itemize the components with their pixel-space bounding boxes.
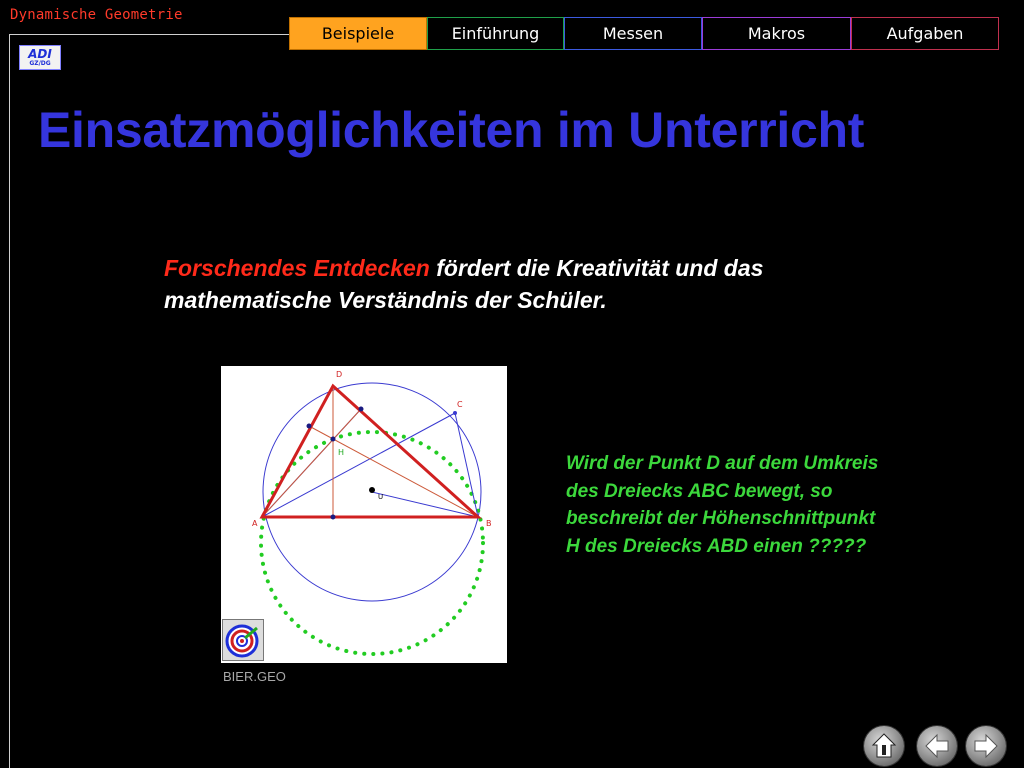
page-title: Einsatzmöglichkeiten im Unterricht (38, 102, 865, 158)
locus-note: Wird der Punkt D auf dem Umkreis des Dreiecks ABC bewegt, so beschreibt der Höhenschnittpunkt H des Dreiecks ABD einen ????? (566, 453, 879, 557)
geometry-figure (221, 366, 507, 663)
next-button[interactable] (966, 726, 1006, 766)
frame-top-line (9, 34, 290, 35)
label-u: U (378, 493, 384, 501)
tab-einfuehrung[interactable]: Einführung (427, 17, 564, 50)
point-foot (331, 515, 336, 520)
logo-subtext: GZ/DG (29, 60, 51, 67)
app-title: Dynamische Geometrie (10, 7, 183, 23)
line-cb (455, 413, 478, 517)
tab-beispiele[interactable]: Beispiele (289, 17, 427, 50)
home-icon (864, 726, 904, 766)
prev-button[interactable] (917, 726, 957, 766)
home-button[interactable] (864, 726, 904, 766)
arrow-left-icon (917, 726, 957, 766)
geo-target-icon (222, 619, 264, 661)
tab-aufgaben[interactable]: Aufgaben (851, 17, 999, 50)
intro-text (164, 252, 884, 316)
triangle-abd (262, 386, 478, 517)
intro-rest: fördert die Kreativität und das mathematische Verständnis der Schüler. (164, 255, 764, 313)
tab-makros[interactable]: Makros (702, 17, 851, 50)
logo-text: ADI (28, 47, 52, 61)
point-c (453, 411, 457, 415)
point-h (331, 437, 336, 442)
label-h: H (338, 448, 345, 457)
adi-logo (19, 45, 61, 70)
point-mid-ad (307, 424, 312, 429)
nav-tabs (289, 17, 999, 49)
frame-left-line (9, 34, 10, 768)
label-c: C (457, 400, 463, 409)
locus-circle (261, 432, 483, 654)
label-d: D (336, 370, 343, 379)
label-a: A (252, 519, 258, 528)
arrow-right-icon (966, 726, 1006, 766)
point-u (369, 487, 375, 493)
point-mid-dh (359, 407, 364, 412)
tab-messen[interactable]: Messen (564, 17, 702, 50)
label-b: B (486, 519, 492, 528)
figure-caption: BIER.GEO (223, 669, 286, 684)
intro-highlight: Forschendes Entdecken (164, 255, 430, 281)
